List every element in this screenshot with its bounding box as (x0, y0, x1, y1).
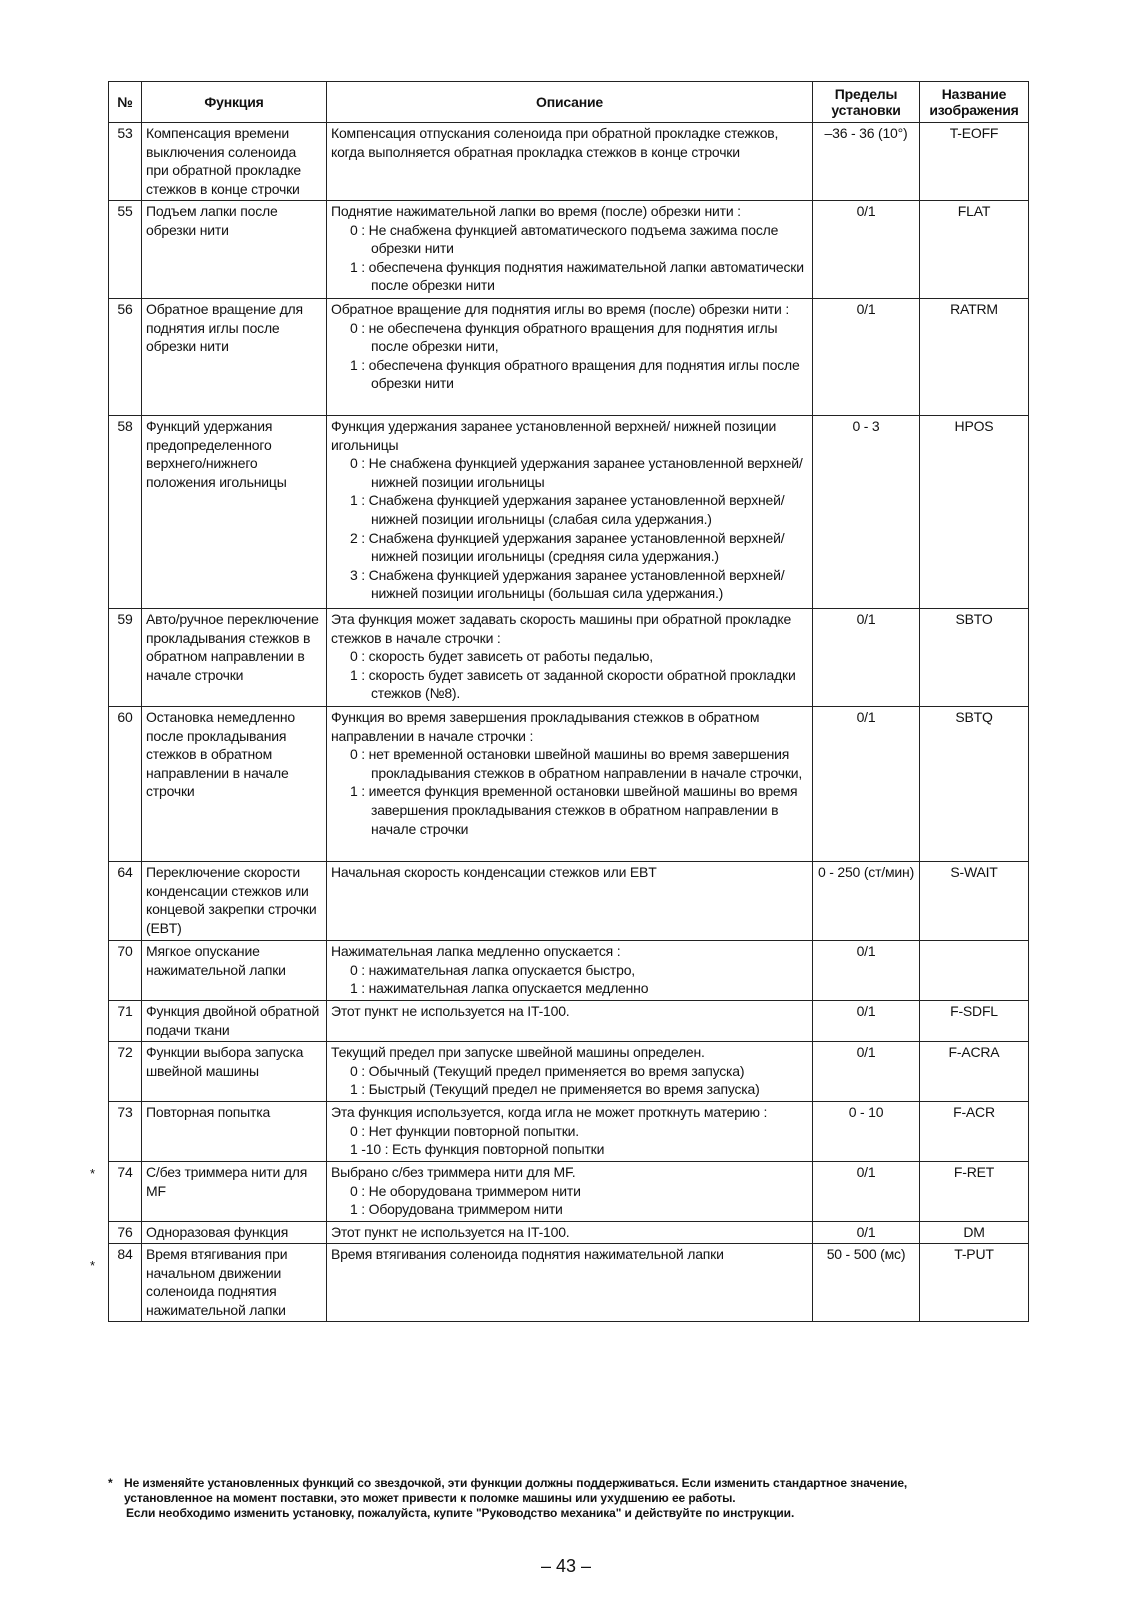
row-range: 0 - 250 (ст/мин) (813, 862, 920, 941)
row-description (327, 201, 813, 299)
table-row (109, 201, 1029, 299)
description-option: 1 : имеется функция временной остановки швейной машины во время завершения прокладывания стежков в обратном направлении в начале строчки (350, 783, 798, 837)
row-function: Функция двойной обратной подачи ткани (142, 1001, 327, 1042)
row-description (327, 609, 813, 707)
row-number: 58 (109, 416, 142, 609)
description-intro: Компенсация отпускания соленоида при обратной прокладке стежков, когда выполняется обратная прокладка стежков в конце строчки (331, 125, 779, 160)
row-number: 53 (109, 123, 142, 201)
row-description (327, 123, 813, 201)
description-intro: Эта функция используется, когда игла не может проткнуть материю : (331, 1104, 768, 1120)
row-range: 0/1 (813, 299, 920, 416)
row-number: 73 (109, 1102, 142, 1162)
row-description (327, 1244, 813, 1322)
description-intro: Начальная скорость конденсации стежков или EBT (331, 864, 657, 880)
description-option: 0 : Нет функции повторной попытки. (350, 1122, 579, 1139)
row-function: Время втягивания при начальном движении соленоида поднятия нажимательной лапки (142, 1244, 327, 1322)
row-function: Компенсация времени выключения соленоида при обратной прокладке стежков в конце строчки (142, 123, 327, 201)
row-number: 59 (109, 609, 142, 707)
header-image: Название изображения (920, 82, 1029, 123)
table-body (109, 123, 1029, 1322)
row-image-name: T-EOFF (920, 123, 1029, 201)
footnote-line: Если необходимо изменить установку, пожалуйста, купите "Руководство механика" и действуйте по инструкции. (126, 1506, 795, 1520)
row-image-name: F-SDFL (920, 1001, 1029, 1042)
description-option: 1 : Оборудована триммером нити (350, 1201, 563, 1218)
row-function: Функции выбора запуска швейной машины (142, 1042, 327, 1102)
description-option: 1 -10 : Есть функция повторной попытки (350, 1141, 605, 1158)
row-range: 0/1 (813, 1001, 920, 1042)
row-image-name: T-PUT (920, 1244, 1029, 1322)
description-option: 0 : нажимательная лапка опускается быстро, (350, 961, 635, 978)
description-option: 0 : скорость будет зависеть от работы педалью, (350, 648, 653, 665)
row-number: 56 (109, 299, 142, 416)
table-row (109, 1102, 1029, 1162)
row-description (327, 862, 813, 941)
row-function: Функций удержания предопределенного верхнего/нижнего положения игольницы (142, 416, 327, 609)
footnote-line: установленное на момент поставки, это может привести к поломке машины или ухудшению ее работы. (124, 1491, 736, 1505)
asterisk-marker: * (90, 1258, 96, 1273)
row-image-name: SBTQ (920, 707, 1029, 862)
row-image-name: HPOS (920, 416, 1029, 609)
description-option: 3 : Снабжена функцией удержания заранее установленной верхней/ нижней позиции игольницы (большая сила удержания.) (350, 566, 785, 602)
row-range: 0/1 (813, 1222, 920, 1244)
header-num: № (109, 82, 142, 123)
row-description (327, 1222, 813, 1244)
table-row (109, 941, 1029, 1001)
row-range: 0/1 (813, 707, 920, 862)
row-number: 55 (109, 201, 142, 299)
row-range: –36 - 36 (10°) (813, 123, 920, 201)
row-range: 0/1 (813, 609, 920, 707)
row-function: Повторная попытка (142, 1102, 327, 1162)
row-range: 0/1 (813, 1162, 920, 1222)
row-description (327, 1162, 813, 1222)
description-option: 1 : скорость будет зависеть от заданной скорости обратной прокладки стежков (№8). (350, 666, 796, 702)
row-range: 0 - 10 (813, 1102, 920, 1162)
description-intro: Нажимательная лапка медленно опускается : (331, 943, 621, 959)
row-function: Подъем лапки после обрезки нити (142, 201, 327, 299)
row-image-name: F-ACRA (920, 1042, 1029, 1102)
row-function: Мягкое опускание нажимательной лапки (142, 941, 327, 1001)
function-settings-table (108, 81, 1029, 1322)
description-intro: Выбрано с/без триммера нити для MF. (331, 1164, 576, 1180)
description-intro: Поднятие нажимательной лапки во время (после) обрезки нити : (331, 203, 741, 219)
row-image-name: RATRM (920, 299, 1029, 416)
row-function: Одноразовая функция (142, 1222, 327, 1244)
description-intro: Этот пункт не используется на IT-100. (331, 1224, 570, 1240)
row-image-name: S-WAIT (920, 862, 1029, 941)
description-option: 1 : обеспечена функция обратного вращения для поднятия иглы после обрезки нити (350, 356, 800, 392)
footnote-mark: * (108, 1476, 113, 1490)
row-range: 0/1 (813, 941, 920, 1001)
table-row (109, 1244, 1029, 1322)
description-option: 0 : Не снабжена функцией автоматического подъема зажима после обрезки нити (350, 221, 779, 257)
row-function: Переключение скорости конденсации стежков или концевой закрепки строчки (EBT) (142, 862, 327, 941)
table-row (109, 416, 1029, 609)
description-option: 2 : Снабжена функцией удержания заранее установленной верхней/ нижней позиции игольницы (средняя сила удержания.) (350, 529, 785, 565)
table-row (109, 1222, 1029, 1244)
row-range: 0/1 (813, 201, 920, 299)
table-header-row (109, 82, 1029, 123)
footnote-line: Не изменяйте установленных функций со звездочкой, эти функции должны поддерживаться. Если изменить стандартное значение, (124, 1476, 908, 1490)
description-option: 0 : нет временной остановки швейной машины во время завершения прокладывания стежков в обратном направлении в начале строчки, (350, 746, 803, 781)
description-option: 1 : Снабжена функцией удержания заранее установленной верхней/ нижней позиции игольницы (слабая сила удержания.) (350, 492, 785, 527)
row-function: Остановка немедленно после прокладывания стежков в обратном направлении в начале строчки (142, 707, 327, 862)
row-number: 76 (109, 1222, 142, 1244)
row-description (327, 416, 813, 609)
table-row (109, 1001, 1029, 1042)
row-description (327, 941, 813, 1001)
table-row (109, 299, 1029, 416)
asterisk-marker: * (90, 1166, 96, 1181)
description-option: 1 : обеспечена функция поднятия нажимательной лапки автоматически после обрезки нити (350, 258, 804, 294)
header-description: Описание (327, 82, 813, 123)
row-function: Авто/ручное переключение прокладывания стежков в обратном направлении в начале строчки (142, 609, 327, 707)
row-range: 50 - 500 (мс) (813, 1244, 920, 1322)
row-image-name: F-RET (920, 1162, 1029, 1222)
row-image-name: SBTO (920, 609, 1029, 707)
description-option: 0 : Обычный (Текущий предел применяется во время запуска) (350, 1062, 745, 1079)
table-row (109, 1042, 1029, 1102)
row-number: 84 (109, 1244, 142, 1322)
row-description (327, 299, 813, 416)
footnote (108, 1476, 1028, 1521)
description-intro: Этот пункт не используется на IT-100. (331, 1003, 570, 1019)
row-number: 64 (109, 862, 142, 941)
row-number: 70 (109, 941, 142, 1001)
description-intro: Обратное вращение для поднятия иглы во время (после) обрезки нити : (331, 301, 790, 317)
description-option: 1 : Быстрый (Текущий предел не применяется во время запуска) (350, 1081, 760, 1098)
description-option: 0 : Не оборудована триммером нити (350, 1182, 581, 1199)
row-description (327, 1001, 813, 1042)
header-range: Пределы установки (813, 82, 920, 123)
table-row (109, 123, 1029, 201)
table-row (109, 609, 1029, 707)
row-description (327, 1102, 813, 1162)
description-option: 0 : Не снабжена функцией удержания заранее установленной верхней/ нижней позиции игольницы (350, 455, 803, 490)
row-number: 72 (109, 1042, 142, 1102)
row-range: 0 - 3 (813, 416, 920, 609)
row-image-name (920, 941, 1029, 1001)
row-image-name: F-ACR (920, 1102, 1029, 1162)
description-intro: Время втягивания соленоида поднятия нажимательной лапки (331, 1246, 724, 1262)
row-range: 0/1 (813, 1042, 920, 1102)
row-image-name: FLAT (920, 201, 1029, 299)
description-intro: Эта функция может задавать скорость машины при обратной прокладке стежков в начале строчки : (331, 611, 792, 646)
table-row (109, 707, 1029, 862)
row-image-name: DM (920, 1222, 1029, 1244)
row-number: 60 (109, 707, 142, 862)
table-row (109, 1162, 1029, 1222)
description-intro: Текущий предел при запуске швейной машины определен. (331, 1044, 705, 1060)
row-function: Обратное вращение для поднятия иглы после обрезки нити (142, 299, 327, 416)
description-intro: Функция во время завершения прокладывания стежков в обратном направлении в начале строчки : (331, 709, 760, 744)
page-number: – 43 – (540, 1556, 592, 1576)
description-intro: Функция удержания заранее установленной верхней/ нижней позиции игольницы (331, 418, 777, 453)
row-description (327, 1042, 813, 1102)
row-number: 74 (109, 1162, 142, 1222)
table-row (109, 862, 1029, 941)
description-option: 1 : нажимательная лапка опускается медленно (350, 980, 649, 997)
row-function: С/без триммера нити для MF (142, 1162, 327, 1222)
header-function: Функция (142, 82, 327, 123)
row-number: 71 (109, 1001, 142, 1042)
row-description (327, 707, 813, 862)
description-option: 0 : не обеспечена функция обратного вращения для поднятия иглы после обрезки нити, (350, 319, 778, 355)
